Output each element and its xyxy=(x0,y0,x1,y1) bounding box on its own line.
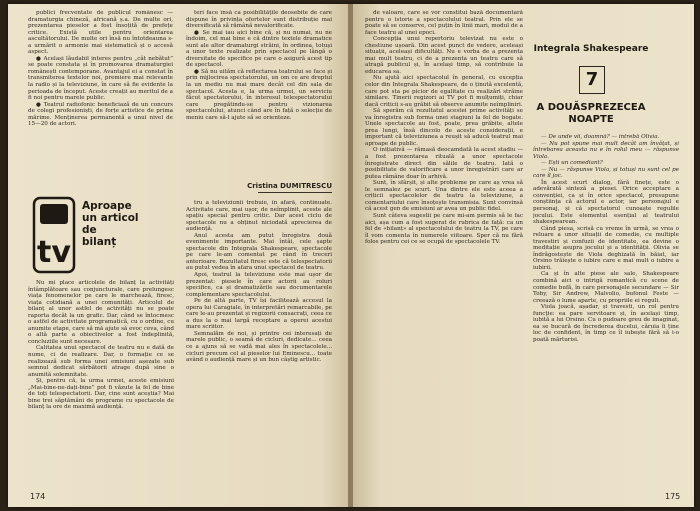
magazine-spread xyxy=(8,4,694,507)
left-top-column-2 xyxy=(186,10,332,178)
right-column-2 xyxy=(533,134,679,486)
tv-rubric xyxy=(32,196,166,274)
left-page xyxy=(8,4,348,507)
paragraph: Când piesa, scrisă cu vreme în urmă, se vrea o reluare a unor situații de comedie, cu multiple travestiri și confuzii de identitate, ea devine o meditație asupra jocului și a identității. Olivia se îndrăgostește de Viola deghizată în băiat, iar Orsino trăiește o iubire care e mai mult o iubire a iubirii. xyxy=(533,225,679,271)
paragraph: O inițiativă — rămasă deocamdată la acest stadiu — a fost prezentarea rituală a unor spectacole înregistrate direct din sălile de teatru. Iată o posibilitate de valorificare a unor înregistrări care ar putea rămâne doar în arhivă. xyxy=(365,147,523,180)
paragraph: Sunt câteva sugestii pe care mi-am permis să le fac aici, așa cum a fost sugerat de rubrica de față: ca un fel de «bilanț» al spectacolului de teatru la TV, pe care îl vom comenta în numerele viitoare. Sper că nu fără folos pentru cei ce se ocupă de spectacolele TV. xyxy=(365,212,523,246)
paragraph: Sunt, în sfârșit, și alte probleme pe care aș vrea să le semnalez pe scurt. Una dintre ele este aceea a criticii spectacolelor de teatru la televiziune, a comentariului care însoțește transmisia. Sunt convinsă că acest gen de emisiuni ar avea un public fidel. xyxy=(365,180,523,213)
left-top-column-1 xyxy=(28,10,173,194)
paragraph: Semnalăm de noi, și printre cei interesați de marele public, o seamă de cicluri, dedicate... ceea ce a ajuns să se vadă mai ales în spectacolele... cicluri precum cel al pieselor lui Eminescu... toate având o audiență mare și un bun câștig artistic. xyxy=(186,330,332,364)
paragraph: Apoi, teatrul la televiziune este mai ușor de prezentat: piesele în care actorii au roluri specifice, ca și dramatizările sau documentarele complementare spectacolului. xyxy=(186,272,332,298)
paragraph: Și, pentru că, la urma urmei, aceste emisiuni „Mai-bine-ne-dați-bine” pot fi văzute la fel de bine de toți telespectatorii. Dar, cine sunt aceștia? Mai bine trei săptămâni de programe cu spectacole de bilanț la ore de maximă audiență. xyxy=(28,378,174,411)
paragraph: ● Teatrul radiofonic beneficiază de un concurs de colegi profesioniști, de forțe artistice de prima mărime. Menținerea permanentă a unui nivel de 15—20 de actori. xyxy=(28,101,173,128)
paragraph: Să sperăm că rezultatul acestei prime activități se va înregistra sub forma unei stagiuni la fel de bogate. Unele spectacole au fost, poate, prea grăbite, altele prea lungi, însă dincolo de aceste considerații, e important că televiziunea a reușit să aducă teatrul mai aproape de public. xyxy=(365,108,523,147)
dialog-line: — Ești un comediant? xyxy=(541,160,603,167)
rubric-title xyxy=(82,200,139,248)
tv-logo-icon xyxy=(32,196,76,274)
paragraph: Anul acesta am putut înregistra două evenimente importante. Mai întâi, cele șapte spectacole din Integrala Shakespeare, spectacole pe care le-am comentat pe rând în treceri anterioare. Rezultatul firesc este că telespectatorii au putut vedea în afara unui spectacol de teatru. xyxy=(186,232,332,272)
paragraph: Nu mi place articolele de bilanț la activități întâmplătoare sau conjuncturale, care prelungesc viața fenomenelor pe care le marchează, firesc, viața cotidiană a unei comunități. Articolul de bilanț al unor astfel de activități nu se poate raporta decât la un grafic. Dar, când se întocmesc o astfel de activitate programatică, cu o ordine, cu anumite etape, care să mă ajute să evoc ceva, când o altă parte a obiectivelor a fost îndeplinită, concluziile sunt necesare. xyxy=(28,280,174,345)
paragraph: În acest scurt dialog, fără finețe, este o adevărată sinteză a piesei. Orice acceptare a convenției, ca și în orice spectacol, presupune conștiința că actorul e actor, iar personajul e personaj, și că spectatorul cunoaște regulile jocului. Este elementul esențial al teatrului shakespearean. xyxy=(533,179,679,226)
paragraph: teri face însă ca posibilitățile deosebite de care dispune în privința ofertelor sunt distribuție mai diversificată să rămână nevalorificate. xyxy=(186,10,332,30)
rubric-line: de xyxy=(82,224,97,236)
paragraph: de valoare, care se vor constitui bază documentară pentru o istorie a spectacolului teatral. Prin ele se poate să se conserve, cel puțin în linii mari, modul de a face teatru al unei epoci. xyxy=(365,10,523,36)
paragraph: ● Să nu uităm că reflectarea teatrului se face și prin mijlocirea spectatorului, un om ce are dreptul la un mediu nu mai mare decât cel din sala de spectacol. Acesta e, la urma urmei, un serviciu făcut spectatorului, în interesul telespectatorului care pregătindu-se pentru vizionarea spectacolului, atunci când are în față o selecție de meniu care să-l ajute să se orienteze. xyxy=(186,68,332,121)
paragraph: tru a televiziunii trebuie, în afară, continuate. Activitate care, mai ușor, de neîmplinit, aceste ale spațiu special pentru critic. Dar acest ciclu de spectacole nu a obținut niciodată aprecierea de audiență. xyxy=(186,200,332,233)
svg-text:tv: tv xyxy=(37,235,71,270)
divider xyxy=(258,192,332,193)
play-title-line-1: A DOUĂSPREZECEA xyxy=(536,102,646,113)
dialog-line: — Nu pot spune mai mult decât am învățat, și întrebarea aceasta nu e în rolul meu — răspunse Viola. xyxy=(533,140,679,160)
right-page xyxy=(353,4,694,507)
paragraph: ● Același lăudabil interes pentru „cât nebătut” se poate constata și în promovarea dramaturgiei românești contemporane. Avantajul ei a constat în transmiterea textelor noi, premiere mai relevante la radio și la televiziune, în care să fie evidente la perioada de început. Aceste creații au meritul de a fi noi pentru marele public. xyxy=(28,55,173,102)
dialog-line: — De unde vii, doamnă? — întrebă Olivia. xyxy=(541,134,660,140)
paragraph: Viola joacă, așadar, și travesti, un rol pentru funcție: ea pare servitoare și, în același timp, iubită a lui Orsino. Cu o pudoare greu de imaginat, ea se bucură de încrederea ducelui, căruia îi ține loc de confident, în timp ce îl iubește fără să i-o poată mărturisi. xyxy=(533,304,679,343)
play-title-line-2: NOAPTE xyxy=(568,114,614,125)
series-heading xyxy=(531,4,651,154)
part-number: 7 xyxy=(579,66,605,94)
rubric-line: bilanț xyxy=(82,236,117,248)
right-column-1 xyxy=(365,10,523,486)
page-number: 174 xyxy=(30,492,46,501)
dialog-line: — Nu — răspunse Viola, și totuși nu sunt cel pe care îl joc. xyxy=(533,166,679,180)
rubric-line: Aproape xyxy=(82,200,132,212)
paragraph: publici frecventate de publicul românesc — dramaturgia chineză, africană ș.a. De multe ori, prezentarea pieselor a fost însoțită de prefețe critice. Există utile pentru orientarea ascultătorului. De multe ori însă nu întotdeauna s-a urmărit o armonie mai sistematică și o accesă aspect. xyxy=(28,10,173,56)
page-number: 175 xyxy=(665,492,681,501)
paragraph: Pe de altă parte, TV își facilitează accesul la opera lui Caragiale, în interpretări remarcabile, pe care le-au prezentat și regizorii consacrați, ceea ce a dus la o mai largă receptare a operei acestui mare scriitor. xyxy=(186,298,332,331)
series-title: Integrala Shakespeare xyxy=(533,44,649,54)
paragraph: ● Se mai iau aici bine că, și nu numai, nu ne îndoim, cel mai bine e că dintre textele dramatice sunt ale altor dramaturgi străini, în ordinea, totuși a unor texte realizate prin spectacol pe lângă o diversitate de specifice pe care o asigură acest tip de spectacol. xyxy=(186,29,332,69)
left-bottom-column-2 xyxy=(186,200,332,484)
paragraph: Nu ajută aici spectacolul în general, cu excepția celor din Integrala Shakespeare, de o ținută excelentă, care pot sta pe picior de egalitate cu realizări străine similare. Tinerii regizori ai TV pot fi mulțumiți, chiar dacă criticii s-au grăbit să observe anumite neîmpliniri. xyxy=(365,75,523,108)
paragraph: Calitatea unui spectacol de teatru nu e dată de nume, ci de realizare. Dar, o formație ce se realizează sub forma unei emisiuni așezate sub semnul dedicat sărbătorii atrage după sine o anumită solemnitate. xyxy=(28,345,174,378)
left-bottom-column-1 xyxy=(28,280,174,484)
author-signature: Cristina DUMITRESCU xyxy=(247,182,332,190)
paragraph: Concepția unui repertoriu televizat nu este o chestiune ușoară. Din acest punct de vedere, aceleași situații, aceleași dificultăți. Nu e vorba de a prezenta mai mult teatru, ci de a prezenta un teatru care să atragă publicul și, în același timp, să contribuie la educarea sa. xyxy=(365,36,523,75)
paragraph: Ca și în alte piese ale sale, Shakespeare combină aici o intrigă romantică cu scene de comedie bufă, în care personajele secundare — Sir Toby, Sir Andrew, Malvolio, bufonul Feste — creează o lume aparte, cu propriile ei reguli. xyxy=(533,271,679,304)
rubric-line: un articol xyxy=(82,212,139,224)
